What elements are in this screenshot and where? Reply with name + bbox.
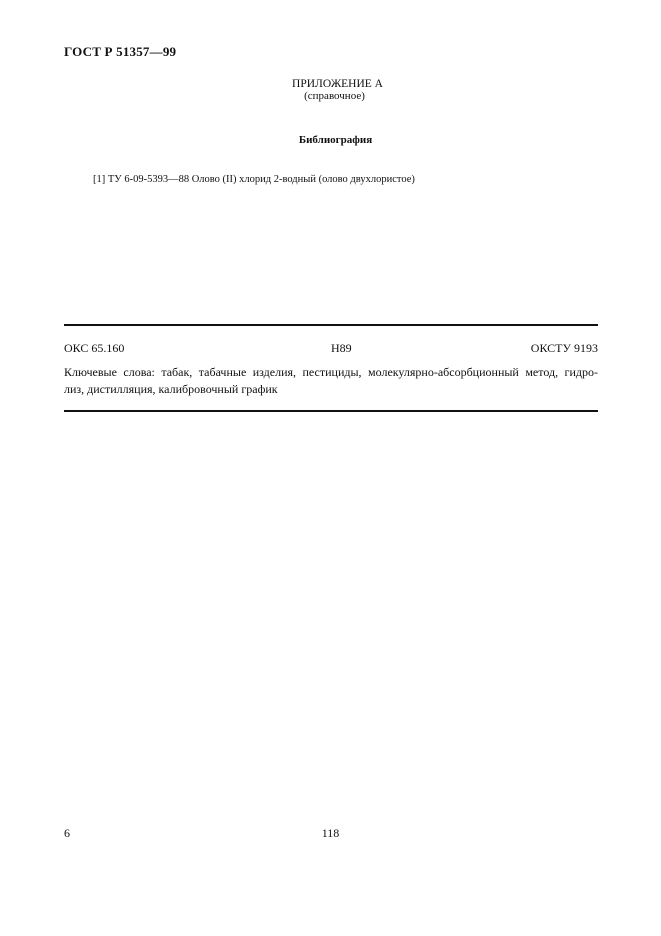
keywords-line-1: Ключевые слова: табак, табачные изделия, пестициды, молекулярно-абсорбционный метод, гидро- [64, 365, 598, 379]
keywords-line-2: лиз, дистилляция, калибровочный график [64, 382, 278, 396]
bottom-divider [64, 410, 598, 412]
group-code: Н89 [331, 341, 352, 355]
page-number-center: 118 [321, 826, 340, 840]
page-number-left: 6 [64, 826, 70, 840]
bibliography-entry: [1] ТУ 6-09-5393—88 Олово (II) хлорид 2-водный (олово двухлористое) [93, 174, 415, 185]
top-divider [64, 324, 598, 326]
bibliography-heading: Библиография [298, 134, 373, 146]
okstu-code: ОКСТУ 9193 [530, 341, 598, 355]
okc-code: ОКС 65.160 [64, 341, 125, 355]
document-code: ГОСТ Р 51357—99 [64, 44, 177, 59]
keywords-block [64, 364, 598, 398]
appendix-subtitle: (справочное) [304, 90, 365, 102]
appendix-title: ПРИЛОЖЕНИЕ А [292, 78, 383, 90]
